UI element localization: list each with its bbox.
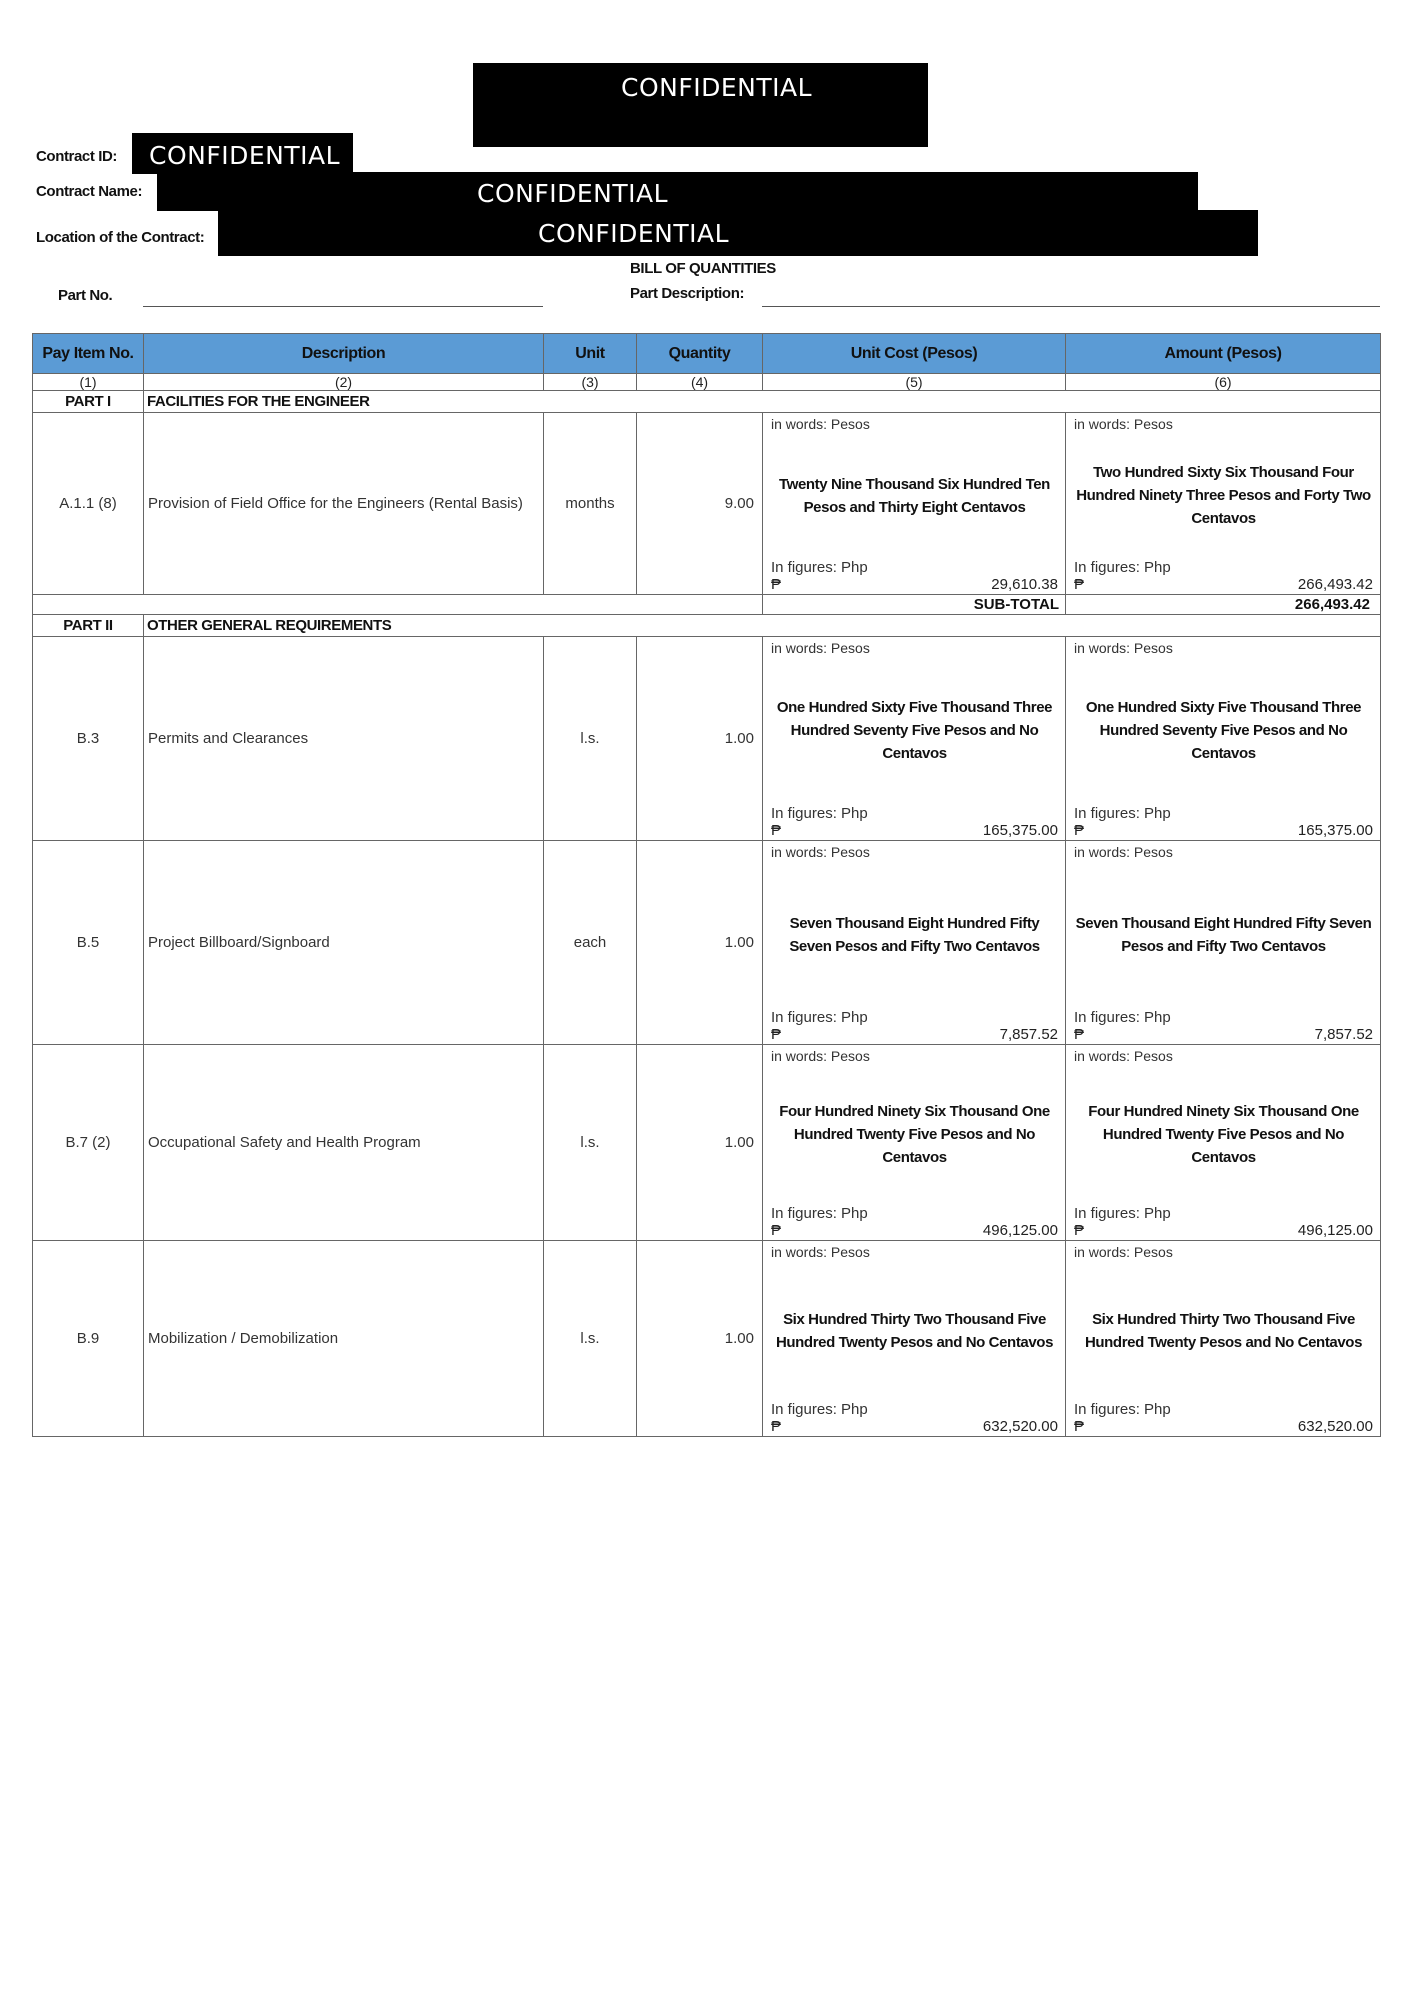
title-redaction	[473, 63, 928, 147]
peso-sign: ₱	[1074, 822, 1085, 839]
part-description-line	[762, 306, 1380, 307]
amount-cell	[1066, 637, 1381, 841]
item-quantity: 9.00	[637, 413, 763, 595]
unit-cost-words: Six Hundred Thirty Two Thousand Five Hundred Twenty Pesos and No Centavos	[775, 1310, 1054, 1351]
unit-cost-words: One Hundred Sixty Five Thousand Three Hundred Seventy Five Pesos and No Centavos	[776, 699, 1053, 762]
unit-cost-words: Four Hundred Ninety Six Thousand One Hundred Twenty Five Pesos and No Centavos	[779, 1103, 1050, 1166]
pay-item-no: A.1.1 (8)	[33, 413, 144, 595]
pay-item-no: B.3	[33, 637, 144, 841]
col-header-description: Description	[144, 334, 544, 374]
item-quantity: 1.00	[637, 637, 763, 841]
col-number: (3)	[544, 374, 637, 391]
in-figures-label: In figures: Php	[771, 1205, 868, 1222]
unit-cost-figure: 496,125.00	[982, 1222, 1058, 1239]
col-number: (4)	[637, 374, 763, 391]
in-figures-label: In figures: Php	[1074, 805, 1171, 822]
in-words-label: in words: Pesos	[1074, 640, 1173, 656]
amount-figure: 165,375.00	[1297, 822, 1373, 839]
amount-cell	[1066, 413, 1381, 595]
part-no-label: Part No.	[58, 287, 113, 304]
item-unit: each	[544, 841, 637, 1045]
peso-sign: ₱	[1074, 1026, 1085, 1043]
amount-cell	[1066, 841, 1381, 1045]
subtotal-value: 266,493.42	[1066, 595, 1381, 615]
amount-words: Two Hundred Sixty Six Thousand Four Hundred Ninety Three Pesos and Forty Two Centavos	[1076, 464, 1371, 527]
contract-name-label: Contract Name:	[36, 183, 143, 200]
pay-item-no: B.7 (2)	[33, 1045, 144, 1241]
column-number-row	[33, 374, 1381, 391]
contract-id-redaction-text: CONFIDENTIAL	[149, 141, 341, 170]
part-1-code: PART I	[33, 391, 144, 413]
col-header-quantity: Quantity	[637, 334, 763, 374]
peso-sign: ₱	[771, 576, 782, 593]
in-figures-label: In figures: Php	[1074, 1401, 1171, 1418]
unit-cost-cell	[763, 1241, 1066, 1437]
unit-cost-cell	[763, 841, 1066, 1045]
peso-sign: ₱	[771, 822, 782, 839]
unit-cost-words: Twenty Nine Thousand Six Hundred Ten Pesos and Thirty Eight Centavos	[779, 475, 1050, 516]
amount-words: Four Hundred Ninety Six Thousand One Hundred Twenty Five Pesos and No Centavos	[1088, 1103, 1359, 1166]
item-description: Mobilization / Demobilization	[144, 1241, 544, 1437]
unit-cost-figure: 7,857.52	[999, 1026, 1058, 1043]
amount-figure: 632,520.00	[1297, 1418, 1373, 1435]
bill-of-quantities-table	[32, 333, 1381, 1437]
table-row	[33, 637, 1381, 841]
unit-cost-words: Seven Thousand Eight Hundred Fifty Seven Pesos and Fifty Two Centavos	[789, 914, 1040, 955]
unit-cost-figure: 632,520.00	[982, 1418, 1058, 1435]
peso-sign: ₱	[771, 1418, 782, 1435]
in-words-label: in words: Pesos	[771, 1244, 870, 1260]
amount-cell	[1066, 1241, 1381, 1437]
item-unit: l.s.	[544, 1045, 637, 1241]
peso-sign: ₱	[1074, 1418, 1085, 1435]
in-words-label: in words: Pesos	[1074, 416, 1173, 432]
col-number: (2)	[144, 374, 544, 391]
amount-words: Seven Thousand Eight Hundred Fifty Seven Pesos and Fifty Two Centavos	[1075, 914, 1372, 955]
part-1-title: FACILITIES FOR THE ENGINEER	[144, 391, 1381, 413]
pay-item-no: B.5	[33, 841, 144, 1045]
col-number: (6)	[1066, 374, 1381, 391]
in-words-label: in words: Pesos	[1074, 1048, 1173, 1064]
unit-cost-cell	[763, 413, 1066, 595]
item-quantity: 1.00	[637, 1241, 763, 1437]
amount-figure: 496,125.00	[1297, 1222, 1373, 1239]
table-row	[33, 1241, 1381, 1437]
in-words-label: in words: Pesos	[1074, 1244, 1173, 1260]
part-no-line	[143, 306, 543, 307]
item-quantity: 1.00	[637, 841, 763, 1045]
col-number: (1)	[33, 374, 144, 391]
contract-id-redaction	[132, 133, 353, 174]
peso-sign: ₱	[771, 1026, 782, 1043]
contract-id-label: Contract ID:	[36, 148, 118, 165]
in-figures-label: In figures: Php	[1074, 1009, 1171, 1026]
unit-cost-cell	[763, 637, 1066, 841]
subtotal-label: SUB-TOTAL	[763, 595, 1066, 615]
part-2-title: OTHER GENERAL REQUIREMENTS	[144, 615, 1381, 637]
contract-name-redaction-text: CONFIDENTIAL	[477, 179, 669, 208]
item-description: Permits and Clearances	[144, 637, 544, 841]
col-header-pay-item: Pay Item No.	[33, 334, 144, 374]
part-description-label: Part Description:	[630, 285, 745, 302]
location-redaction-text: CONFIDENTIAL	[538, 219, 730, 248]
amount-words: Six Hundred Thirty Two Thousand Five Hundred Twenty Pesos and No Centavos	[1084, 1310, 1363, 1351]
in-figures-label: In figures: Php	[771, 559, 868, 576]
amount-figure: 266,493.42	[1297, 576, 1373, 593]
contract-name-redaction	[157, 172, 1198, 211]
table-row	[33, 841, 1381, 1045]
col-header-amount: Amount (Pesos)	[1066, 334, 1381, 374]
amount-cell	[1066, 1045, 1381, 1241]
in-words-label: in words: Pesos	[771, 416, 870, 432]
peso-sign: ₱	[1074, 576, 1085, 593]
subtotal-row	[33, 595, 1381, 615]
col-number: (5)	[763, 374, 1066, 391]
table-row	[33, 1045, 1381, 1241]
amount-words: One Hundred Sixty Five Thousand Three Hundred Seventy Five Pesos and No Centavos	[1085, 699, 1362, 762]
item-quantity: 1.00	[637, 1045, 763, 1241]
in-figures-label: In figures: Php	[771, 805, 868, 822]
unit-cost-figure: 165,375.00	[982, 822, 1058, 839]
in-figures-label: In figures: Php	[1074, 559, 1171, 576]
title-redaction-text: CONFIDENTIAL	[621, 73, 813, 102]
in-figures-label: In figures: Php	[771, 1009, 868, 1026]
part-1-heading-row	[33, 391, 1381, 413]
pay-item-no: B.9	[33, 1241, 144, 1437]
unit-cost-cell	[763, 1045, 1066, 1241]
part-2-heading-row	[33, 615, 1381, 637]
col-header-unit: Unit	[544, 334, 637, 374]
in-words-label: in words: Pesos	[1074, 844, 1173, 860]
unit-cost-figure: 29,610.38	[991, 576, 1058, 593]
in-words-label: in words: Pesos	[771, 640, 870, 656]
in-words-label: in words: Pesos	[771, 1048, 870, 1064]
amount-figure: 7,857.52	[1314, 1026, 1373, 1043]
peso-sign: ₱	[771, 1222, 782, 1239]
col-header-unit-cost: Unit Cost (Pesos)	[763, 334, 1066, 374]
table-header-row	[33, 334, 1381, 374]
item-description: Project Billboard/Signboard	[144, 841, 544, 1045]
item-unit: l.s.	[544, 637, 637, 841]
item-unit: l.s.	[544, 1241, 637, 1437]
item-unit: months	[544, 413, 637, 595]
item-description: Occupational Safety and Health Program	[144, 1045, 544, 1241]
item-description: Provision of Field Office for the Engineers (Rental Basis)	[144, 413, 544, 595]
in-words-label: in words: Pesos	[771, 844, 870, 860]
bill-title: BILL OF QUANTITIES	[630, 260, 776, 277]
part-2-code: PART II	[33, 615, 144, 637]
table-row	[33, 413, 1381, 595]
in-figures-label: In figures: Php	[771, 1401, 868, 1418]
peso-sign: ₱	[1074, 1222, 1085, 1239]
location-redaction	[218, 210, 1258, 256]
in-figures-label: In figures: Php	[1074, 1205, 1171, 1222]
location-label: Location of the Contract:	[36, 229, 205, 246]
